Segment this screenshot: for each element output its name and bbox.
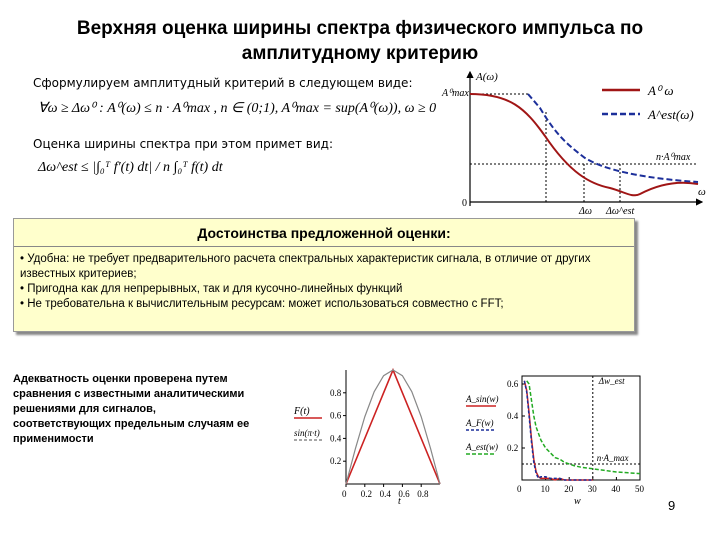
dwest-tick: Δω^est bbox=[606, 206, 635, 216]
x-tick-label: 0.6 bbox=[398, 489, 410, 499]
x-tick-label: 20 bbox=[564, 484, 574, 494]
advantages-list bbox=[20, 252, 628, 312]
advantage-item: • Пригодна как для непрерывных, так и для кусочно-линейных функций bbox=[20, 283, 403, 295]
legend-label: A_sin(w) bbox=[466, 394, 499, 404]
x-tick-label: 0 bbox=[517, 484, 522, 494]
spectrum-compare-chart bbox=[462, 362, 662, 512]
x-axis-label: ω bbox=[698, 186, 706, 198]
spectrum-legend bbox=[600, 78, 715, 134]
y-tick-label: 0.8 bbox=[330, 387, 342, 398]
x-tick-label: 0 bbox=[342, 489, 347, 499]
x-axis-label: t bbox=[398, 496, 401, 507]
estimate-intro: Оценка ширины спектра при этом примет вид: bbox=[33, 137, 334, 151]
validation-note: Адекватность оценки проверена путем сравнения с известными аналитическими решениями для сигналов, соответствующих предельным случаям ее применимости bbox=[13, 373, 250, 445]
slide-title: Верхняя оценка ширины спектра физического импульса по амплитудному критерию bbox=[76, 18, 644, 64]
x-tick-label: 40 bbox=[611, 484, 621, 494]
origin-label: 0 bbox=[462, 198, 467, 209]
x-tick-label: 0.4 bbox=[379, 489, 391, 499]
series-line bbox=[524, 381, 592, 480]
criterion-intro: Сформулируем амплитудный критерий в следующем виде: bbox=[33, 76, 413, 90]
y-tick-label: 0.6 bbox=[507, 379, 519, 389]
dw-tick: Δω bbox=[579, 206, 592, 216]
legend-label: A_est(w) bbox=[466, 442, 498, 452]
y-axis-label: A(ω) bbox=[476, 71, 498, 83]
legend-a0: A⁰ ω bbox=[648, 83, 674, 98]
advantages-divider bbox=[14, 246, 634, 247]
x-tick-label: 0.2 bbox=[360, 489, 373, 499]
estimate-formula: Δω^est ≤ |∫₀ᵀ f′(t) dt| / n ∫₀ᵀ f(t) dt bbox=[38, 160, 223, 175]
x-tick-label: 50 bbox=[635, 484, 644, 494]
advantage-item: • Удобна: не требует предварительного расчета спектральных характеристик сигнала, в отличие от других известных критериев; bbox=[20, 253, 591, 280]
advantages-box bbox=[13, 218, 635, 332]
x-tick-label: 0.8 bbox=[417, 489, 429, 499]
threshold-label: n·A⁰max bbox=[656, 152, 691, 163]
legend-label: F(t) bbox=[294, 406, 310, 417]
series-line bbox=[346, 370, 440, 484]
signal-chart bbox=[290, 362, 460, 512]
x-tick-label: 10 bbox=[540, 484, 550, 494]
y-tick-label: 0.6 bbox=[330, 410, 342, 421]
criterion-formula: ∀ω ≥ Δω⁰ : A⁰(ω) ≤ n · A⁰max , n ∈ (0;1), A⁰max = sup(A⁰(ω)), ω ≥ 0 bbox=[38, 101, 437, 116]
legend-aest: A^est(ω) bbox=[648, 107, 694, 122]
y-tick-label: 0.2 bbox=[507, 443, 519, 453]
legend-label: sin(π·t) bbox=[294, 428, 320, 438]
legend-label: A_F(w) bbox=[466, 418, 494, 428]
x-axis-label: w bbox=[574, 496, 581, 507]
advantages-title: Достоинства предложенной оценки: bbox=[197, 225, 451, 241]
amax-label: A⁰max bbox=[442, 88, 469, 99]
page-number: 9 bbox=[668, 498, 676, 513]
y-tick-label: 0.4 bbox=[507, 411, 519, 421]
annotation-threshold: n·A_max bbox=[596, 453, 629, 463]
x-tick-label: 30 bbox=[587, 484, 597, 494]
advantage-item: • Не требовательна к вычислительным ресурсам: может использоваться совместно с FFT; bbox=[20, 298, 504, 310]
y-tick-label: 0.4 bbox=[330, 433, 342, 444]
y-tick-label: 0.2 bbox=[330, 456, 342, 467]
annotation-dw-est: Δw_est bbox=[598, 376, 625, 386]
series-line bbox=[346, 370, 440, 484]
